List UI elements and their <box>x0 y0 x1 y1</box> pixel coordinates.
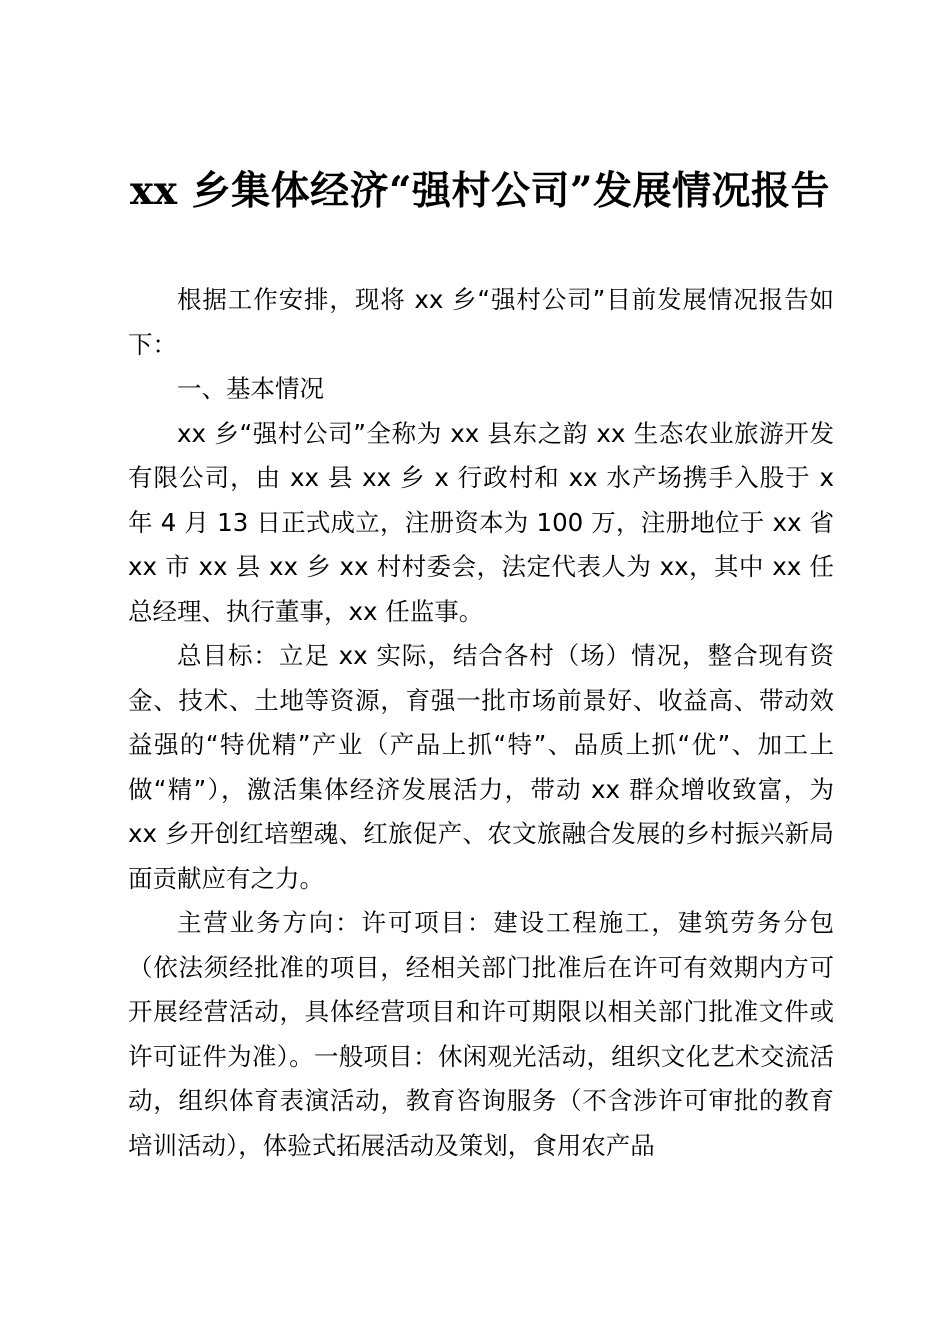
section-heading: 一、基本情况 <box>177 374 324 403</box>
document-title: xx 乡集体经济“强村公司”发展情况报告 <box>130 168 830 214</box>
intro-paragraph: 根据工作安排，现将 xx 乡“强村公司”目前发展情况报告如下： <box>128 285 834 359</box>
overall-goal-paragraph: 总目标：立足 xx 实际，结合各村（场）情况，整合现有资金、技术、土地等资源，育强一批市场前景好、收益高、带动效益强的“特优精”产业（产品上抓“特”、品质上抓“优”、加工上做“精”），激活集体经济发展活力，带动 xx 群众增收致富，为 xx 乡开创红培塑魂、红旅促产、农文旅融合发展的乡村振兴新局面贡献应有之力。 <box>128 641 834 893</box>
company-overview-paragraph: xx 乡“强村公司”全称为 xx 县东之韵 xx 生态农业旅游开发有限公司，由 xx 县 xx 乡 x 行政村和 xx 水产场携手入股于 x 年 4 月 13 日正式成立，注册资本为 100 万，注册地位于 xx 省 xx 市 xx 县 xx 乡 xx 村村委会，法定代表人为 xx，其中 xx 任总经理、执行董事，xx 任监事。 <box>128 418 834 626</box>
business-scope-paragraph: 主营业务方向：许可项目：建设工程施工，建筑劳务分包（依法须经批准的项目，经相关部门批准后在许可有效期内方可开展经营活动，具体经营项目和许可期限以相关部门批准文件或许可证件为准）。一般项目：休闲观光活动，组织文化艺术交流活动，组织体育表演活动，教育咨询服务（不含涉许可审批的教育培训活动），体验式拓展活动及策划，食用农产品 <box>128 908 834 1160</box>
document-body <box>128 278 834 1168</box>
